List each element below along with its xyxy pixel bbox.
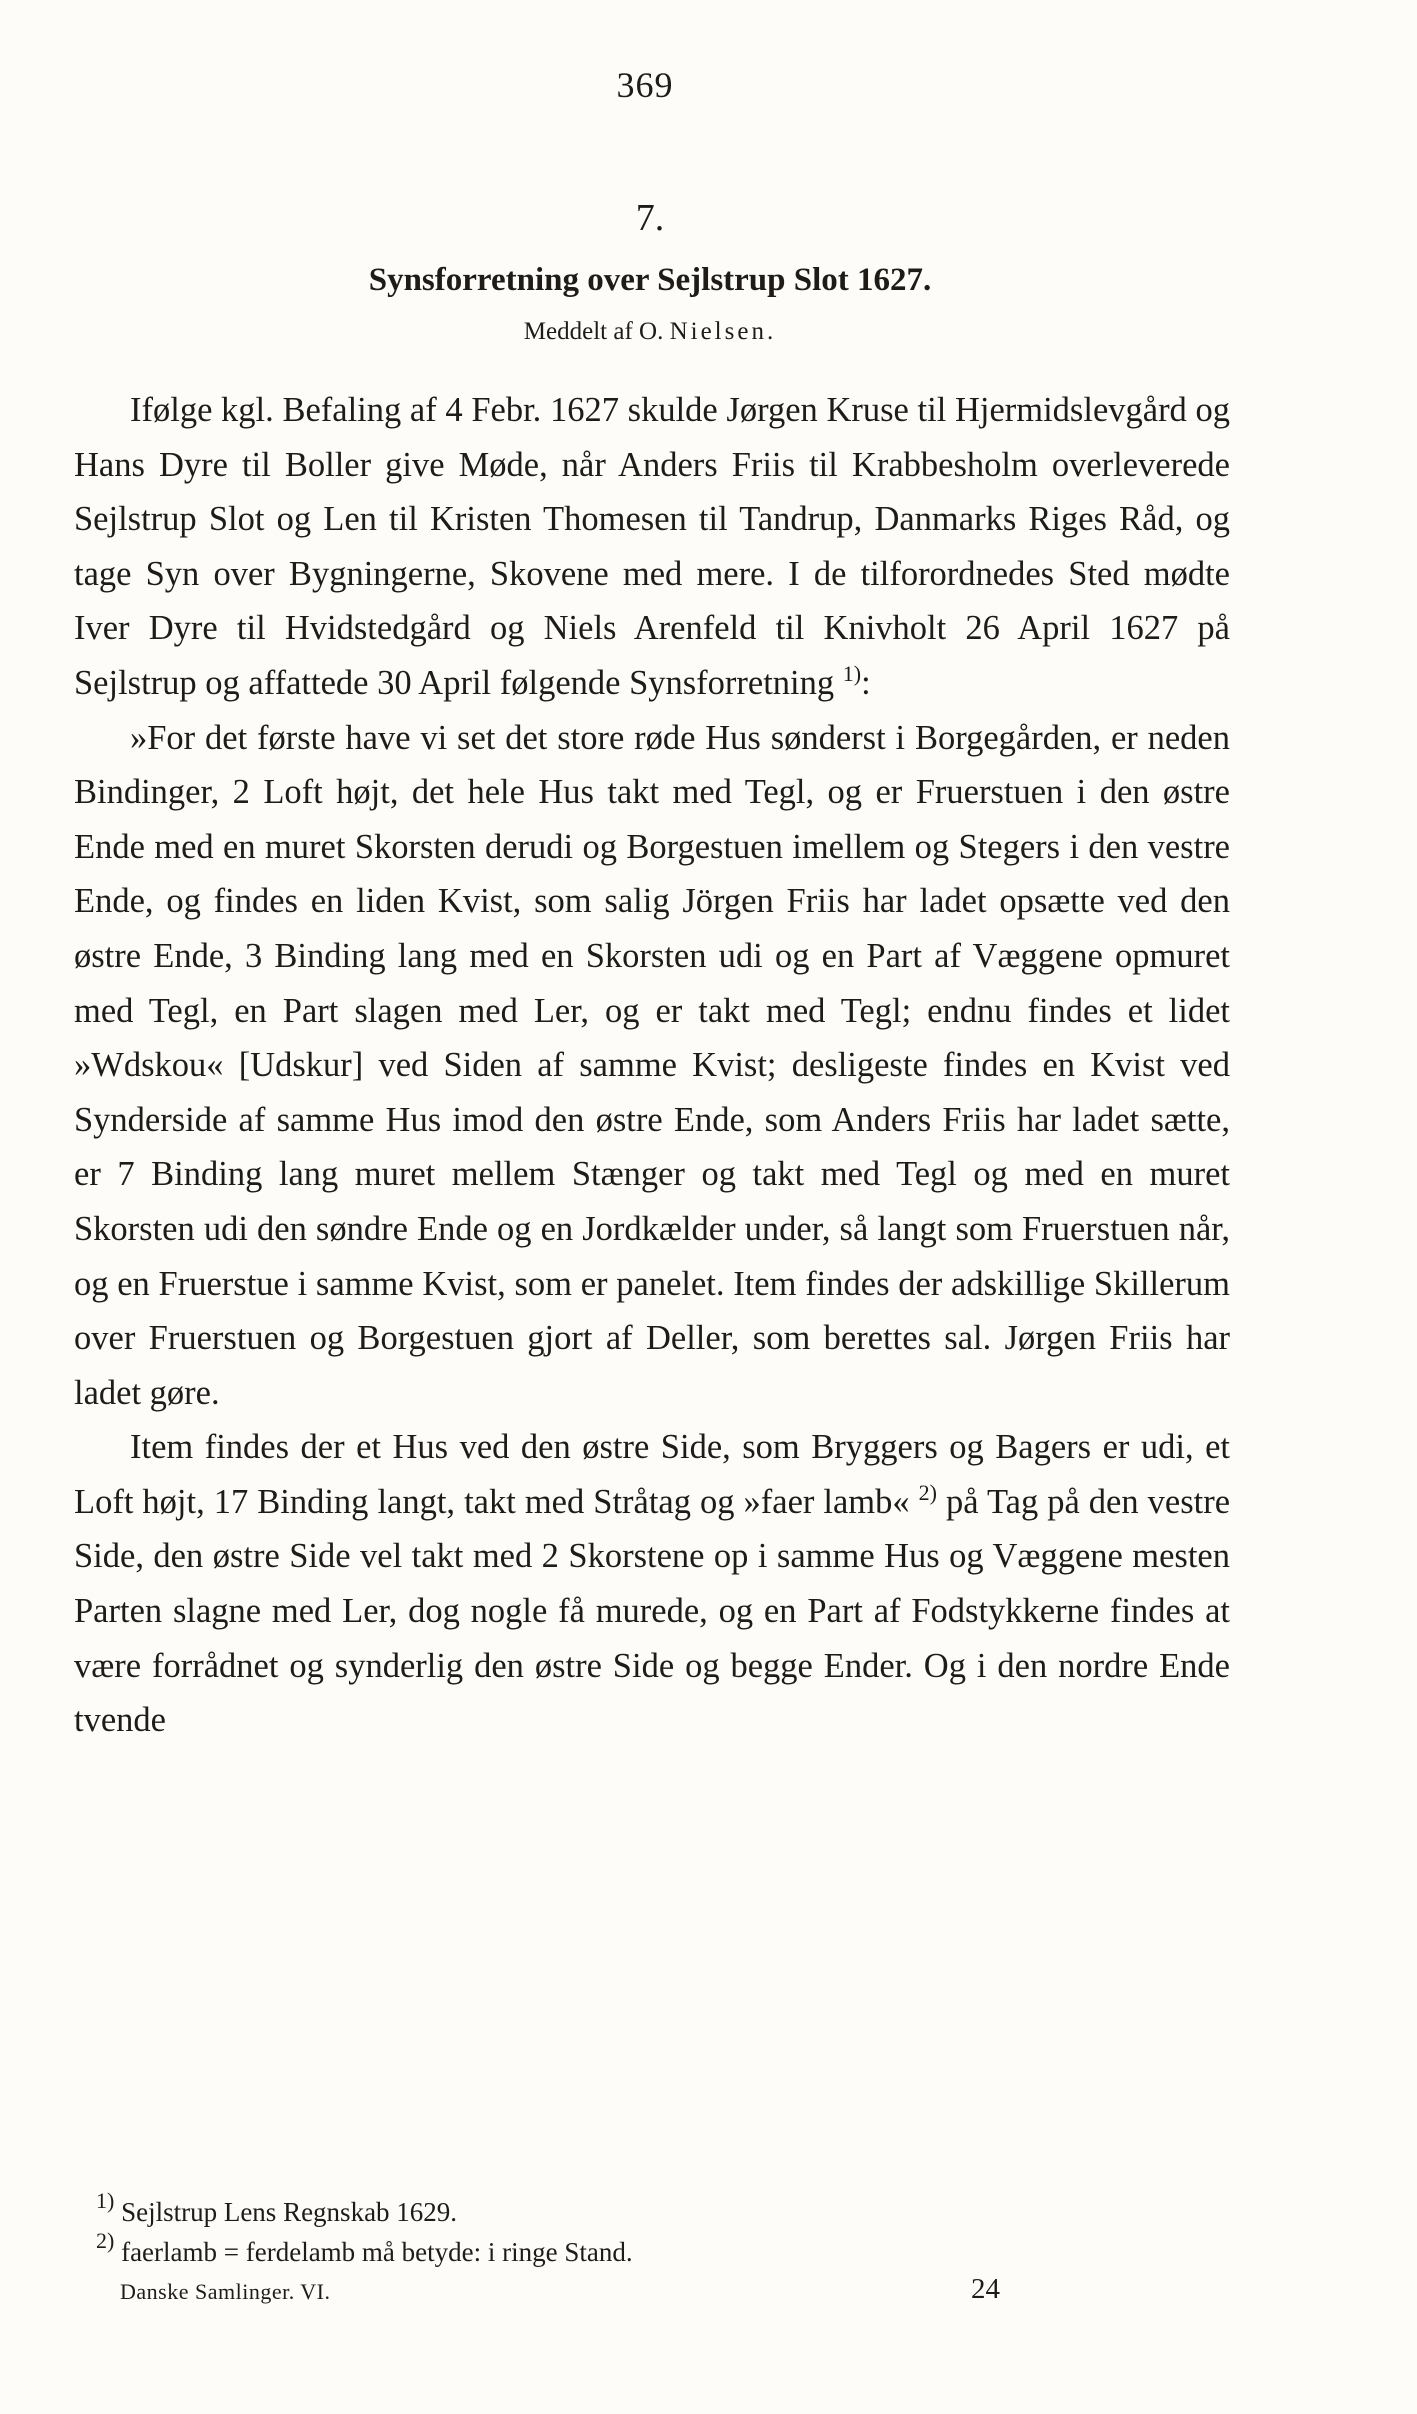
paragraph bbox=[74, 711, 1230, 1421]
paragraph-text: Ifølge kgl. Befaling af 4 Febr. 1627 skulde Jørgen Kruse til Hjermidslevgård og Hans Dyre til Boller give Møde, når Anders Friis til Krabbesholm overleverede Sejlstrup Slot og Len til Kristen Thomesen til Tandrup, Danmarks Riges Råd, og tage Syn over Bygningerne, Skovene med mere. I de tilforordnedes Sted mødte Iver Dyre til Hvidstedgård og Niels Arenfeld til Knivholt 26 April 1627 på Sejlstrup og affattede 30 April følgende Synsforretning bbox=[74, 391, 1230, 702]
paragraph-text: Item findes der et Hus ved den østre Side, som Bryggers og Bagers er udi, et Loft højt, 17 Binding langt, takt med Stråtag og »faer lamb« bbox=[74, 1428, 1230, 1521]
footnote bbox=[96, 2188, 1096, 2232]
paragraph-text-tail: på Tag på den vestre Side, den østre Side vel takt med 2 Skorstene op i samme Hus og Væggene mesten Parten slagne med Ler, dog nogle få murede, og en Part af Fodstykkerne findes at være forrådnet og synderlig den østre Side og begge Ender. Og i den nordre Ende tvende bbox=[74, 1482, 1231, 1740]
article-title: Synsforretning over Sejlstrup Slot 1627. bbox=[368, 262, 932, 298]
footnote-mark: 2) bbox=[96, 2228, 115, 2253]
footnote-text: faerlamb = ferdelamb må betyde: i ringe Stand. bbox=[121, 2237, 633, 2267]
footnote bbox=[96, 2228, 1096, 2272]
page-number: 369 bbox=[616, 65, 674, 105]
footnotes bbox=[96, 2188, 1096, 2272]
paragraph-text: »For det første have vi set det store røde Hus sønderst i Borgegården, er neden Bindinger, 2 Loft højt, det hele Hus takt med Tegl, og er Fruerstuen i den østre Ende med en muret Skorsten derudi og Borgestuen imellem og Stegers i den vestre Ende, og findes en liden Kvist, som salig Jörgen Friis har ladet opsætte ved den østre Ende, 3 Binding lang med en Skorsten udi og en Part af Væggene opmuret med Tegl, en Part slagen med Ler, og er takt med Tegl; endnu findes et lidet »Wdskou« [Udskur] ved Siden af samme Kvist; desligeste findes en Kvist ved Synderside af samme Hus imod den østre Ende, som Anders Friis har ladet sætte, er 7 Binding lang muret mellem Stænger og takt med Tegl og med en muret Skorsten udi den søndre Ende og en Jordkælder under, så langt som Fruerstuen når, og en Fruerstue i samme Kvist, som er panelet. Item findes der adskillige Skillerum over Fruerstuen og Borgestuen gjort af Deller, som berettes sal. Jørgen Friis har ladet gøre. bbox=[74, 718, 1230, 1412]
byline-prefix: Meddelt af O. bbox=[523, 318, 664, 345]
paragraph bbox=[74, 383, 1230, 711]
section-number: 7. bbox=[635, 197, 665, 239]
paragraph bbox=[74, 1420, 1230, 1748]
byline-author: Nielsen. bbox=[669, 318, 777, 345]
body-text bbox=[74, 383, 1230, 1748]
paragraph-text-tail: : bbox=[861, 663, 871, 702]
footnote-ref: 1) bbox=[842, 660, 862, 686]
footnote-ref: 2) bbox=[918, 1479, 937, 1505]
sheet-number: 24 bbox=[971, 2273, 1000, 2305]
footnote-text: Sejlstrup Lens Regnskab 1629. bbox=[121, 2197, 458, 2227]
article-byline bbox=[0, 318, 1300, 346]
footnote-mark: 1) bbox=[96, 2188, 115, 2213]
printer-signature: Danske Samlinger. VI. bbox=[120, 2279, 331, 2304]
